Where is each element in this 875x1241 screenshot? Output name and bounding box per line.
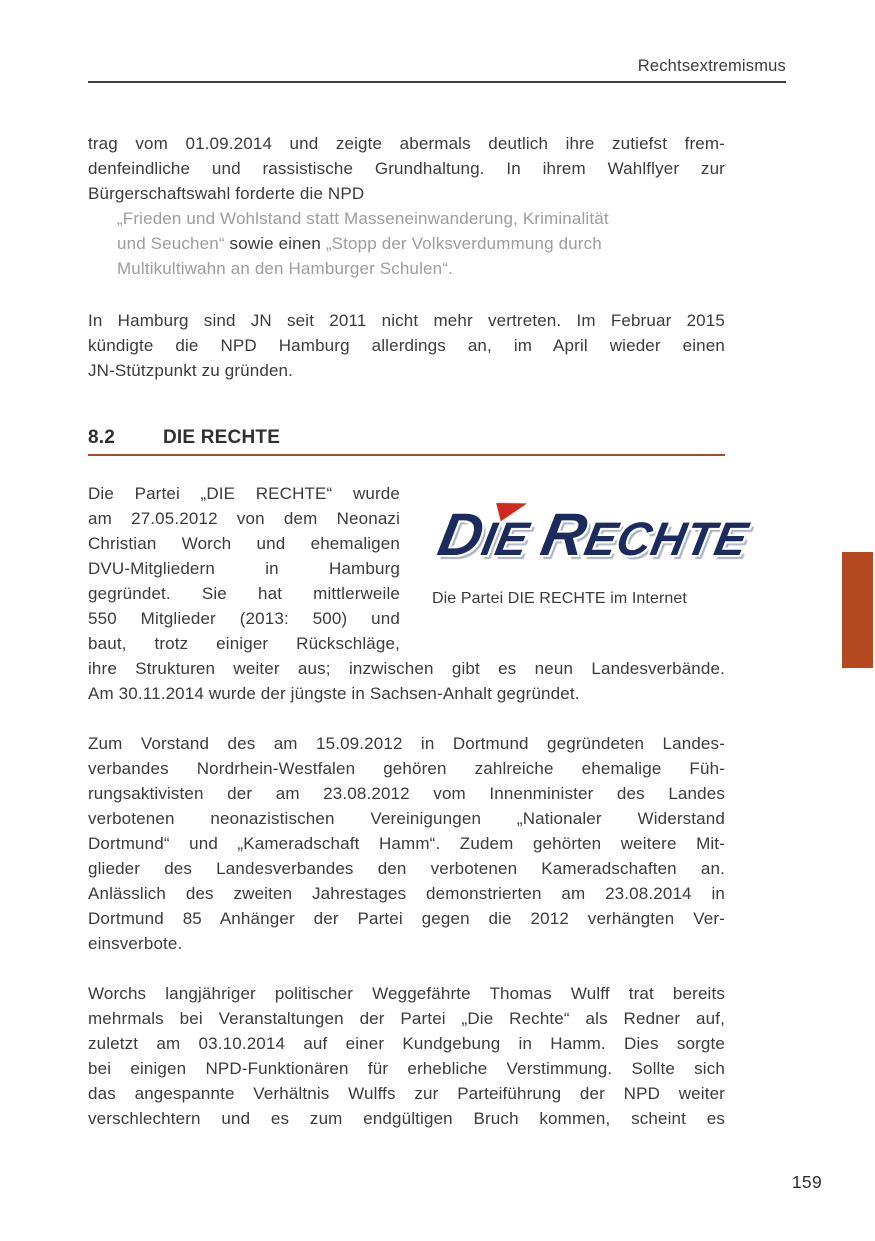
quote-segment: und Seuchen“	[117, 234, 230, 253]
logo-letters: IE	[477, 512, 534, 565]
paragraph-line: Christian Worch und ehemaligen	[88, 534, 400, 553]
paragraph-line: glieder des Landesverbandes den verbotenen Kameradschaften an.	[88, 859, 725, 878]
paragraph-line: zuletzt am 03.10.2014 auf einer Kundgebung in Hamm. Dies sorgte	[88, 1034, 725, 1053]
paragraph-line: mehrmals bei Veranstaltungen der Partei „Die Rechte“ als Redner auf,	[88, 1009, 725, 1028]
paragraph-line: verbotenen neonazistischen Vereinigungen „Nationaler Widerstand	[88, 809, 725, 828]
paragraph-line: 550 Mitglieder (2013: 500) und	[88, 609, 400, 628]
body-paragraph-jn	[88, 308, 725, 383]
logo-letter: D	[433, 501, 491, 568]
paragraph-line: verbandes Nordrhein-Westfalen gehören zahlreiche ehemalige Füh-	[88, 759, 725, 778]
paragraph-continuation	[88, 131, 725, 206]
paragraph-line: einsverbote.	[88, 934, 183, 953]
quote-segment: „Stopp der Volksverdummung durch	[320, 234, 602, 253]
quote-emphasis: sowie einen	[229, 234, 321, 253]
paragraph-line: baut, trotz einiger Rückschläge,	[88, 634, 400, 653]
quote-line	[117, 231, 754, 256]
paragraph-line: ihre Strukturen weiter aus; inzwischen gibt es neun Landesverbände.	[88, 659, 725, 678]
quote-line: Multikultiwahn an den Hamburger Schulen“.	[117, 259, 453, 278]
paragraph-line: Die Partei „DIE RECHTE“ wurde	[88, 484, 400, 503]
section-title: DIE RECHTE	[163, 427, 281, 448]
paragraph-line: JN-Stützpunkt zu gründen.	[88, 361, 294, 380]
paragraph-line: Zum Vorstand des am 15.09.2012 in Dortmund gegründeten Landes-	[88, 734, 725, 753]
paragraph-line: verschlechtern und es zum endgültigen Bruch kommen, scheint es	[88, 1109, 725, 1128]
section-paragraph-narrow	[88, 481, 400, 656]
paragraph-line: Am 30.11.2014 wurde der jüngste in Sachsen-Anhalt gegründet.	[88, 684, 580, 703]
paragraph-line: Dortmund“ und „Kameradschaft Hamm“. Zudem gehörten weitere Mit-	[88, 834, 725, 853]
paragraph-line: Bürgerschaftswahl forderte die NPD	[88, 184, 365, 203]
quote-block	[88, 206, 754, 281]
figure-caption: Die Partei DIE RECHTE im Internet	[432, 590, 687, 607]
paragraph-line: Worchs langjähriger politischer Weggefährte Thomas Wulff trat bereits	[88, 984, 725, 1003]
page-number: 159	[791, 1172, 822, 1192]
paragraph-line: am 27.05.2012 von dem Neonazi	[88, 509, 400, 528]
running-header-title: Rechtsextremismus	[637, 57, 786, 75]
paragraph-line: trag vom 01.09.2014 und zeigte abermals deutlich ihre zutiefst frem-	[88, 134, 725, 153]
logo-letters: ECHTE	[580, 512, 753, 565]
paragraph-line: denfeindliche und rassistische Grundhaltung. In ihrem Wahlflyer zur	[88, 159, 725, 178]
section-paragraph-wide	[88, 656, 725, 706]
quote-line: „Frieden und Wohlstand statt Masseneinwanderung, Kriminalität	[117, 209, 609, 228]
header-rule	[88, 81, 786, 83]
paragraph-line: Anlässlich des zweiten Jahrestages demonstrierten am 23.08.2014 in	[88, 884, 725, 903]
logo-letter: R	[535, 501, 593, 568]
paragraph-line: kündigte die NPD Hamburg allerdings an, im April wieder einen	[88, 336, 725, 355]
party-logo-figure	[432, 497, 777, 617]
chapter-edge-tab	[842, 552, 873, 668]
body-paragraph-vorstand	[88, 731, 725, 956]
section-number: 8.2	[88, 427, 116, 448]
paragraph-line: gegründet. Sie hat mittlerweile	[88, 584, 400, 603]
die-rechte-logo	[432, 497, 777, 575]
paragraph-line: das angespannte Verhältnis Wulffs zur Parteiführung der NPD weiter	[88, 1084, 725, 1103]
paragraph-line: rungsaktivisten der am 23.08.2012 vom Innenminister des Landes	[88, 784, 725, 803]
section-heading	[88, 427, 725, 456]
body-paragraph-worchs	[88, 981, 725, 1131]
paragraph-line: DVU-Mitgliedern in Hamburg	[88, 559, 400, 578]
paragraph-line: In Hamburg sind JN seit 2011 nicht mehr vertreten. Im Februar 2015	[88, 311, 725, 330]
paragraph-line: Dortmund 85 Anhänger der Partei gegen die 2012 verhängten Ver-	[88, 909, 725, 928]
logo-wordmark	[431, 501, 754, 581]
paragraph-line: bei einigen NPD-Funktionären für erhebliche Verstimmung. Sollte sich	[88, 1059, 725, 1078]
